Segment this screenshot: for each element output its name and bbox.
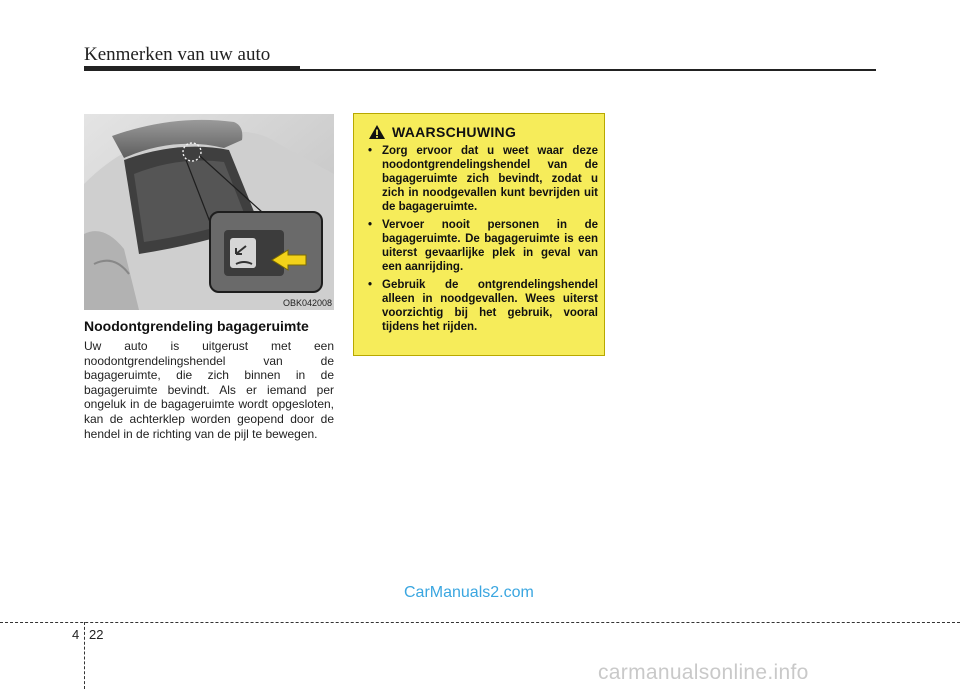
section-body: Uw auto is uitgerust met een noodontgrendelingshendel van de bagageruimte, die zich binnen in de bagageruimte bevindt. Als er iemand per ongeluk in de bagageruimte wordt opgesloten, kan de achterklep worden geopend door de hendel in de richting van de pijl te bewegen. [84, 339, 334, 441]
bullet-icon: • [368, 219, 373, 231]
trunk-illustration [84, 114, 334, 310]
bullet-icon: • [368, 145, 373, 157]
warning-item [362, 218, 598, 274]
warning-title: WAARSCHUWING [392, 124, 517, 140]
warning-triangle-icon [368, 124, 386, 140]
page-number: 22 [89, 627, 104, 642]
bullet-icon: • [368, 279, 373, 291]
warning-item-text: Zorg ervoor dat u weet waar deze noodontgrendelingshendel van de bagageruimte zich bevindt, zodat u zich in noodgevallen kunt bevrijden uit de bagageruimte. [382, 145, 598, 213]
footer-vertical-rule [84, 622, 85, 689]
warning-item-text: Gebruik de ontgrendelingshendel alleen in noodgevallen. Wees uiterst voorzichtig bij het gebruik, vooral tijdens het rijden. [382, 279, 598, 333]
section-heading: Noodontgrendeling bagageruimte [84, 318, 309, 334]
warning-item [362, 144, 598, 214]
header-rule-thick [84, 66, 300, 71]
header-rule-thin [300, 69, 876, 71]
site-watermark: carmanualsonline.info [598, 661, 809, 684]
warning-item-text: Vervoer nooit personen in de bagageruimte. De bagageruimte is een uiterst gevaarlijke plek in geval van een aanrijding. [382, 219, 598, 273]
warning-header [368, 124, 598, 140]
warning-item [362, 278, 598, 334]
trunk-release-figure [84, 114, 334, 310]
warning-box [353, 113, 605, 356]
warning-list [362, 144, 598, 334]
footer-dashed-rule [0, 622, 960, 623]
carmanuals-watermark-link[interactable]: CarManuals2.com [404, 584, 534, 601]
figure-code: OBK042008 [282, 298, 332, 308]
page-chapter-number: 4 [72, 627, 80, 642]
page-header-title: Kenmerken van uw auto [84, 44, 271, 65]
